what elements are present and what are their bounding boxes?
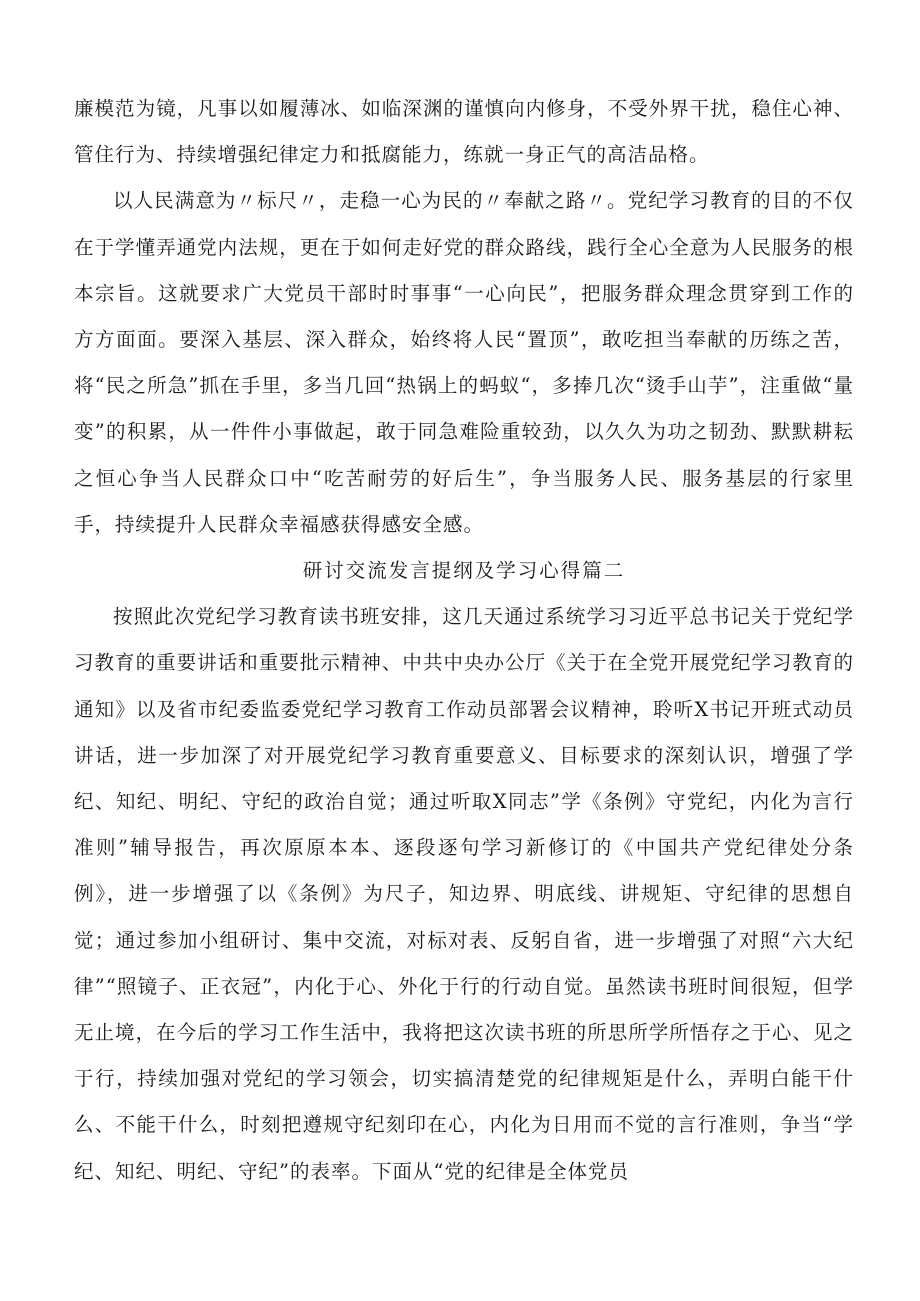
paragraph-continuation: 廉模范为镜，凡事以如履薄冰、如临深渊的谨慎向内修身，不受外界干扰，稳住心神、管住行为、持续增强纪律定力和抵腐能力，练就一身正气的高洁品格。 [74,97,854,167]
paragraph-people-satisfaction: 以人民满意为〃标尺〃，走稳一心为民的〃奉献之路〃。党纪学习教育的目的不仅在于学懂弄通党内法规，更在于如何走好党的群众路线，践行全心全意为人民服务的根本宗旨。这就要求广大党员干部时时事事“一心向民”，把服务群众理念贯穿到工作的方方面面。要深入基层、深入群众，始终将人民“置顶”，敢吃担当奉献的历练之苦，将“民之所急”抓在手里，多当几回“热锅上的蚂蚁“，多捧几次“烫手山芋”，注重做“量变”的积累，从一件件小事做起，敢于同急难险重较劲，以久久为功之韧劲、默默耕耘之恒心争当人民群众口中“吃苦耐劳的好后生”，争当服务人民、服务基层的行家里手，持续提升人民群众幸福感获得感安全感。 [74,189,854,536]
paragraph-reading-class: 按照此次党纪学习教育读书班安排，这几天通过系统学习习近平总书记关于党纪学习教育的重要讲话和重要批示精神、中共中央办公厅《关于在全党开展党纪学习教育的通知》以及省市纪委监委党纪学习教育工作动员部署会议精神，聆听X书记开班式动员讲话，进一步加深了对开展党纪学习教育重要意义、目标要求的深刻认识，增强了学纪、知纪、明纪、守纪的政治自觉；通过听取X同志”学《条例》守党纪，内化为言行准则”辅导报告，再次原原本本、逐段逐句学习新修订的《中国共产党纪律处分条例》，进一步增强了以《条例》为尺子，知边界、明底线、讲规矩、守纪律的思想自觉；通过参加小组研讨、集中交流，对标对表、反躬自省，进一步增强了对照“六大纪律”“照镜子、正衣冠”，内化于心、外化于行的行动自觉。虽然读书班时间很短，但学无止境，在今后的学习工作生活中，我将把这次读书班的所思所学所悟存之于心、见之于行，持续加强对党纪的学习领会，切实搞清楚党的纪律规矩是什么，弄明白能干什么、不能干什么，时刻把遵规守纪刻印在心，内化为日用而不觉的言行准则，争当“学纪、知纪、明纪、守纪”的表率。下面从“党的纪律是全体党员 [74,605,854,1183]
document-page [74,86,854,1195]
section-title: 研讨交流发言提纲及学习心得篇二 [302,559,626,583]
